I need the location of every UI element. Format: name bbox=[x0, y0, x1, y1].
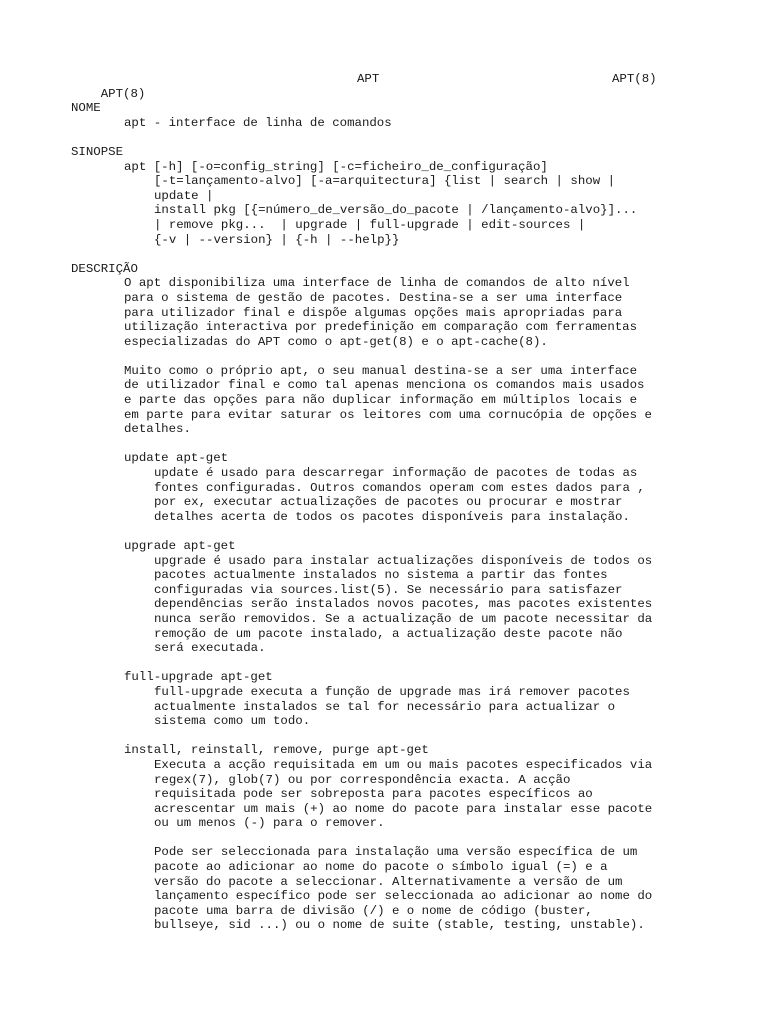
section-heading-descricao: DESCRIÇÃO bbox=[71, 261, 138, 276]
description-line: utilização interactiva por predefinição em comparação com ferramentas bbox=[124, 320, 638, 335]
description-line: detalhes. bbox=[124, 422, 191, 437]
command-desc-line: ou um menos (-) para o remover. bbox=[154, 816, 385, 831]
man-header bbox=[71, 72, 671, 101]
header-right: APT(8) bbox=[612, 72, 657, 86]
command-desc-line: remoção de um pacote instalado, a actualização deste pacote não bbox=[154, 626, 623, 641]
synopsis-line: [-t=lançamento-alvo] [-a=arquitectura] {list | search | show | bbox=[154, 174, 616, 189]
synopsis-line: update | bbox=[154, 188, 214, 203]
command-desc-line: bullseye, sid ...) ou o nome de suite (stable, testing, unstable). bbox=[154, 918, 645, 933]
command-desc-line: dependências serão instalados novos pacotes, mas pacotes existentes bbox=[154, 597, 653, 612]
header-center: APT bbox=[357, 72, 380, 86]
command-desc-line: full-upgrade executa a função de upgrade mas irá remover pacotes bbox=[154, 684, 630, 699]
description-line: especializadas do APT como o apt-get(8) e o apt-cache(8). bbox=[124, 334, 548, 349]
command-desc-line: por ex, executar actualizações de pacotes ou procurar e mostrar bbox=[154, 495, 623, 510]
description-line: e parte das opções para não duplicar informação em múltiplos locais e bbox=[124, 393, 638, 408]
section-heading-nome: NOME bbox=[71, 101, 101, 116]
command-title-upgrade: upgrade apt-get bbox=[124, 539, 236, 553]
section-heading-sinopse: SINOPSE bbox=[71, 144, 124, 159]
command-desc-line: pacotes actualmente instalados no sistema a partir das fontes bbox=[154, 568, 608, 583]
command-desc-line: actualmente instalados se tal for necessário para actualizar o bbox=[154, 699, 616, 714]
command-desc-line: regex(7), glob(7) ou por correspondência exacta. A acção bbox=[154, 772, 571, 787]
command-desc-line: detalhes acerta de todos os pacotes disponíveis para instalação. bbox=[154, 509, 630, 524]
command-title-install: install, reinstall, remove, purge apt-get bbox=[124, 743, 429, 758]
command-desc-line: upgrade é usado para instalar actualizações disponíveis de todos os bbox=[154, 553, 653, 568]
synopsis-line: apt [-h] [-o=config_string] [-c=ficheiro_de_configuração] bbox=[124, 159, 548, 174]
command-desc-line: Executa a acção requisitada em um ou mais pacotes especificados via bbox=[154, 757, 653, 772]
synopsis-line: | remove pkg... | upgrade | full-upgrade | edit-sources | bbox=[154, 217, 586, 232]
description-line: de utilizador final e como tal apenas menciona os comandos mais usados bbox=[124, 378, 645, 393]
command-desc-line: requisitada pode ser sobreposta para pacotes específicos ao bbox=[154, 787, 593, 802]
command-desc-line: fontes configuradas. Outros comandos operam com estes dados para , bbox=[154, 480, 645, 495]
man-page bbox=[71, 72, 671, 933]
command-desc-line: lançamento específico pode ser seleccionada ao adicionar ao nome do bbox=[154, 889, 653, 904]
command-desc-line: nunca serão removidos. Se a actualização de um pacote necessitar da bbox=[154, 611, 653, 626]
command-desc-line: versão do pacote a seleccionar. Alternativamente a versão de um bbox=[154, 874, 623, 889]
synopsis-line: install pkg [{=número_de_versão_do_pacote | /lançamento-alvo}]... bbox=[154, 203, 638, 218]
command-desc-line: sistema como um todo. bbox=[154, 714, 311, 729]
command-desc-line: acrescentar um mais (+) ao nome do pacote para instalar esse pacote bbox=[154, 801, 653, 816]
command-desc-line: update é usado para descarregar informação de pacotes de todas as bbox=[154, 466, 638, 481]
command-desc-line: será executada. bbox=[154, 641, 266, 656]
command-desc-line: Pode ser seleccionada para instalação uma versão específica de um bbox=[154, 845, 638, 860]
description-line: para utilizador final e dispõe algumas opções mais apropriadas para bbox=[124, 305, 623, 320]
header-left: APT(8) bbox=[100, 86, 146, 101]
description-line: em parte para evitar saturar os leitores com uma cornucópia de opções e bbox=[124, 407, 652, 422]
command-desc-line: pacote ao adicionar ao nome do pacote o símbolo igual (=) e a bbox=[154, 860, 608, 875]
nome-line: apt - interface de linha de comandos bbox=[124, 115, 392, 130]
description-line: Muito como o próprio apt, o seu manual destina-se a ser uma interface bbox=[124, 363, 638, 378]
description-line: para o sistema de gestão de pacotes. Destina-se a ser uma interface bbox=[124, 290, 623, 305]
command-desc-line: configuradas via sources.list(5). Se necessário para satisfazer bbox=[154, 582, 623, 597]
synopsis-line: {-v | --version} | {-h | --help}} bbox=[154, 232, 400, 247]
command-desc-line: pacote uma barra de divisão (/) e o nome de código (buster, bbox=[154, 903, 593, 918]
command-title-full-upgrade: full-upgrade apt-get bbox=[124, 670, 273, 685]
description-line: O apt disponibiliza uma interface de linha de comandos de alto nível bbox=[124, 276, 630, 291]
command-title-update: update apt-get bbox=[124, 451, 229, 466]
